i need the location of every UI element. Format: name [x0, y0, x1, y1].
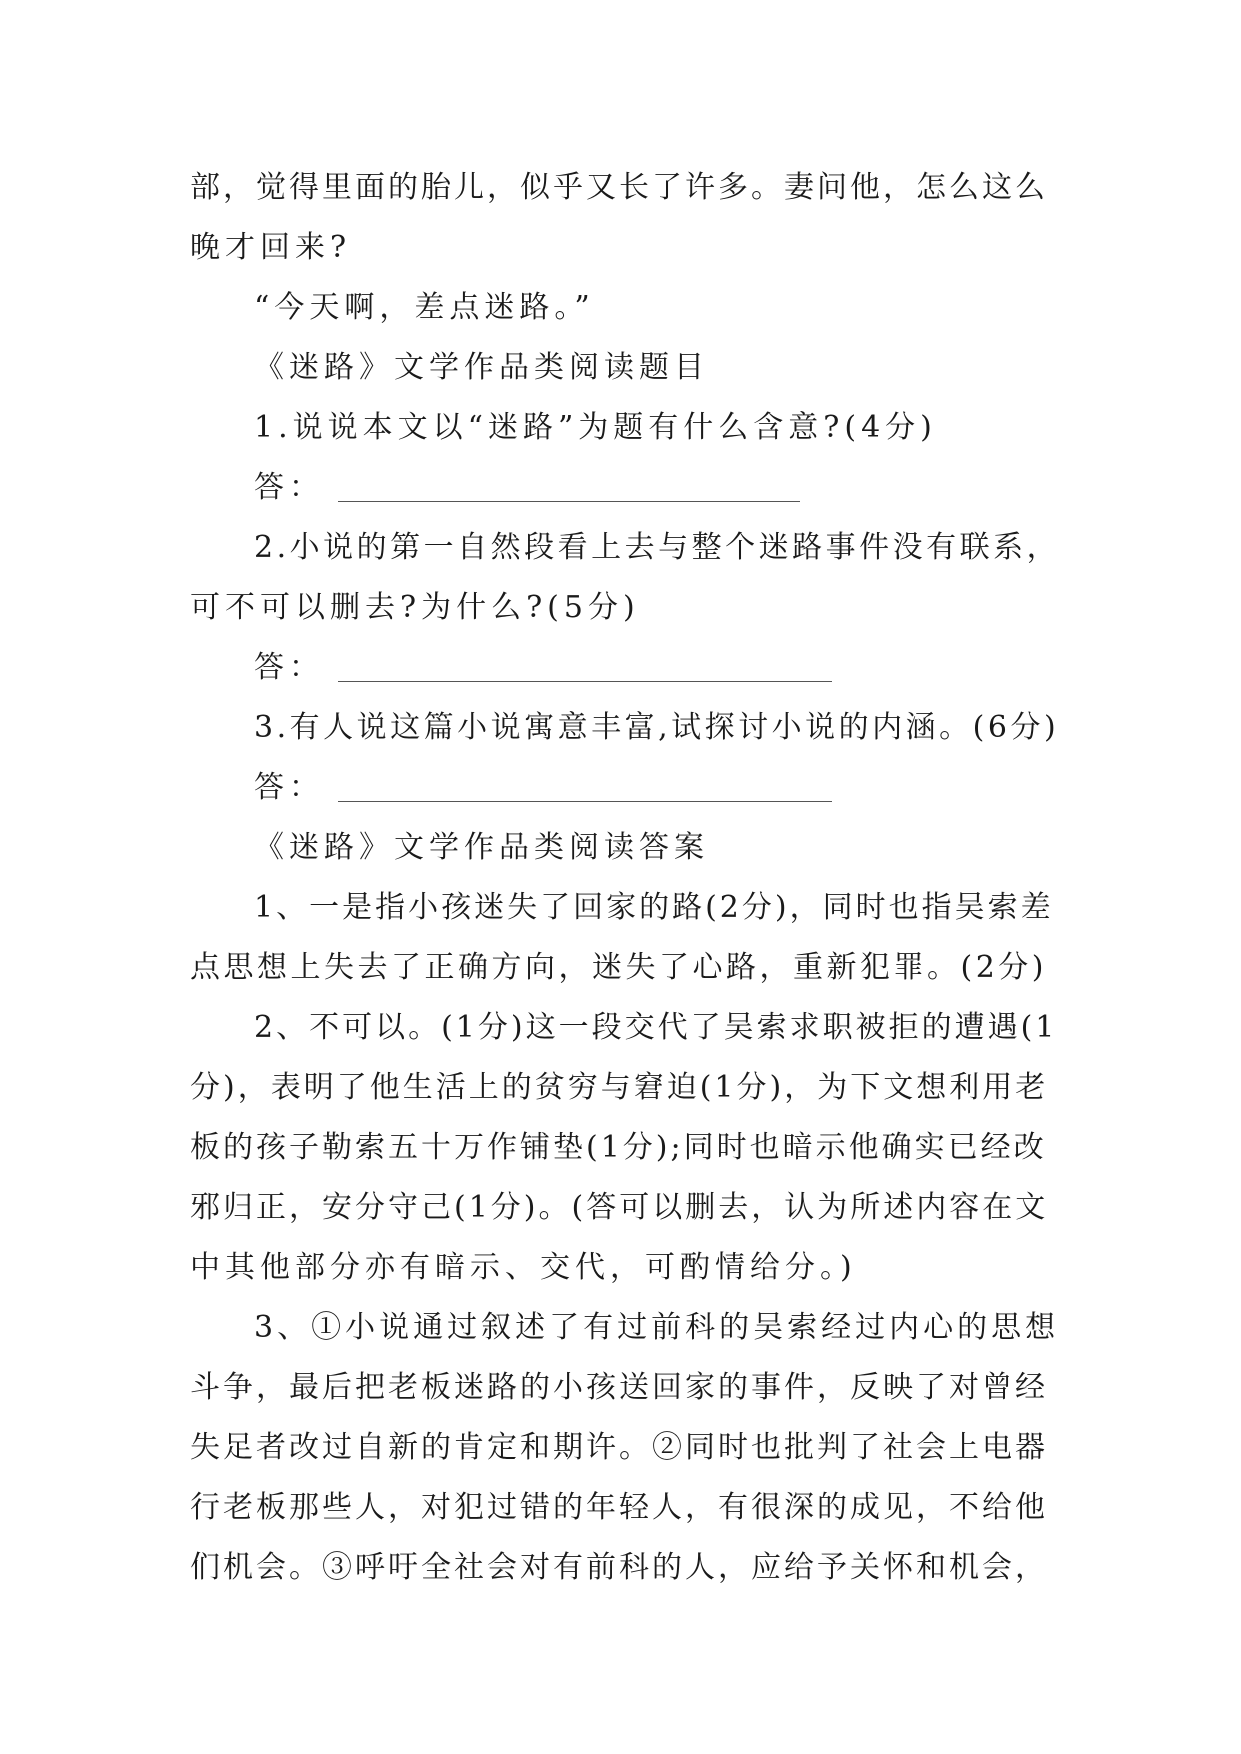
question-2: 2.小说的第一自然段看上去与整个迷路事件没有联系，: [254, 530, 1061, 565]
answer-row-1: [190, 458, 1060, 518]
story-quote: “今天啊，差点迷路。”: [254, 290, 595, 325]
answer-1-line: 1、一是指小孩迷失了回家的路(2分)，同时也指吴索差: [254, 890, 1054, 925]
answer-row-3: [190, 758, 1060, 818]
answer-2-line: 邪归正，安分守己(1分)。(答可以删去，认为所述内容在文: [190, 1190, 1049, 1225]
answer-blank[interactable]: [338, 801, 832, 802]
question-1: 1.说说本文以“迷路”为题有什么含意?(4分): [254, 410, 937, 445]
answer-3-line: 失足者改过自新的肯定和期许。②同时也批判了社会上电器: [190, 1430, 1048, 1465]
answer-2-line: 2、不可以。(1分)这一段交代了吴索求职被拒的遭遇(1: [254, 1010, 1058, 1045]
answer-2-line: 板的孩子勒索五十万作铺垫(1分);同时也暗示他确实已经改: [190, 1130, 1047, 1165]
question-2-continued: 可不可以删去?为什么?(5分): [190, 590, 640, 625]
answer-2-line: 中其他部分亦有暗示、交代，可酌情给分。): [190, 1250, 857, 1285]
story-line: 部，觉得里面的胎儿，似乎又长了许多。妻问他，怎么这么: [190, 170, 1048, 205]
answer-1-line: 点思想上失去了正确方向，迷失了心路，重新犯罪。(2分): [190, 950, 1047, 985]
answer-row-2: [190, 638, 1060, 698]
questions-heading: 《迷路》文学作品类阅读题目: [254, 350, 709, 385]
text-body: [190, 158, 1060, 1598]
story-line: 晚才回来?: [190, 230, 352, 265]
answer-3-line: 3、①小说通过叙述了有过前科的吴索经过内心的思想: [254, 1310, 1060, 1345]
answer-label: 答：: [254, 650, 324, 685]
answer-blank[interactable]: [338, 681, 832, 682]
answer-3-line: 行老板那些人，对犯过错的年轻人，有很深的成见，不给他: [190, 1490, 1048, 1525]
answer-3-line: 们机会。③呼吁全社会对有前科的人，应给予关怀和机会，: [190, 1550, 1048, 1585]
answer-2-line: 分)，表明了他生活上的贫穷与窘迫(1分)，为下文想利用老: [190, 1070, 1049, 1105]
answer-3-line: 斗争，最后把老板迷路的小孩送回家的事件，反映了对曾经: [190, 1370, 1048, 1405]
answer-blank[interactable]: [338, 501, 800, 502]
answer-label: 答：: [254, 770, 324, 805]
question-3: 3.有人说这篇小说寓意丰富,试探讨小说的内涵。(6分): [254, 710, 1060, 745]
answer-label: 答：: [254, 470, 324, 505]
answers-heading: 《迷路》文学作品类阅读答案: [254, 830, 709, 865]
